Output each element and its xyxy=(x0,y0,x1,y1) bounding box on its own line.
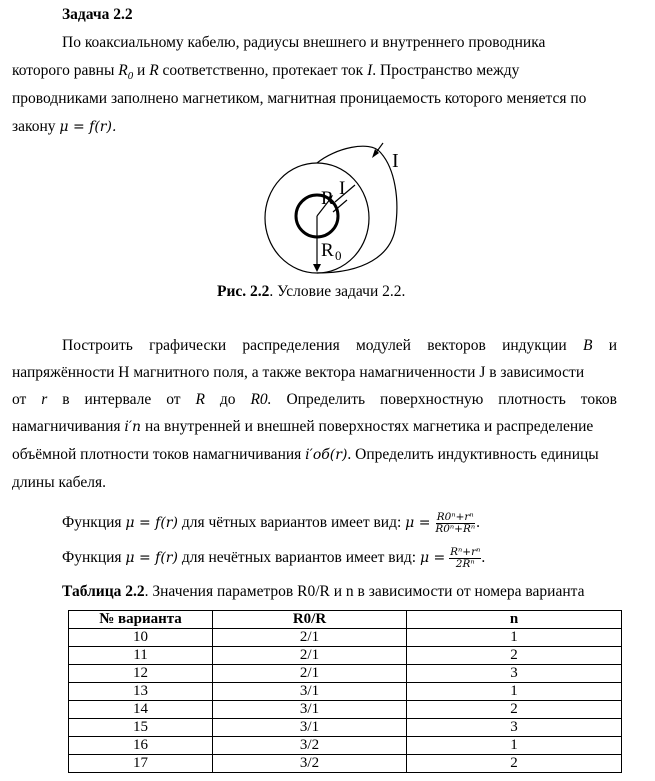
table-row xyxy=(69,647,622,665)
table-caption-text: . Значения параметров R0/R и n в зависимости от номера варианта xyxy=(144,583,585,600)
word: Определить xyxy=(286,391,366,408)
table-row xyxy=(69,683,622,701)
symbol-r-small: r xyxy=(41,391,48,408)
mu-function: μ = f(r) xyxy=(125,515,178,532)
text: объёмной плотности токов намагничивания xyxy=(12,446,302,463)
table-row xyxy=(69,755,622,773)
label-r: R xyxy=(321,188,334,209)
intro-text: соответственно, протекает ток xyxy=(162,62,364,79)
word: в xyxy=(62,391,70,408)
body-line-6: длины кабеля. xyxy=(12,474,106,491)
cell-r0-r: 2/1 xyxy=(213,647,407,665)
symbol-b: B xyxy=(582,337,593,354)
table-caption xyxy=(62,583,584,601)
cell-variant: 15 xyxy=(69,719,213,737)
word: поверхностную xyxy=(379,391,484,408)
cell-r0-r: 2/1 xyxy=(213,629,407,647)
mu-equals: μ = xyxy=(419,550,446,567)
cell-r0-r: 3/2 xyxy=(213,737,407,755)
cell-n: 3 xyxy=(407,719,622,737)
cell-variant: 12 xyxy=(69,665,213,683)
text: для нечётных вариантов имеет вид: xyxy=(181,549,417,567)
cell-n: 3 xyxy=(407,665,622,683)
cell-r0-r: 3/1 xyxy=(213,683,407,701)
cell-n: 2 xyxy=(407,647,622,665)
table-caption-label: Таблица 2.2 xyxy=(62,583,145,600)
body-line-4 xyxy=(12,418,593,436)
task-title: Задача 2.2 xyxy=(62,6,133,23)
figure-caption-text: . Условие задачи 2.2. xyxy=(269,283,406,300)
figure-caption xyxy=(217,283,405,301)
radius-r0-arrowhead xyxy=(313,264,321,272)
label-r0-subscript: 0 xyxy=(335,248,342,263)
word: до xyxy=(219,391,236,408)
even-function-line: Функция μ = f(r) для чётных вариантов имеет вид: μ = $\frac{\text{R0ⁿ+rⁿ}}{\text{R0ⁿ+Rⁿ}}$ . xyxy=(62,511,480,535)
cell-n: 1 xyxy=(407,629,622,647)
numerator: Rⁿ+rⁿ xyxy=(450,546,481,558)
cell-variant: 14 xyxy=(69,701,213,719)
cell-r0-r: 3/1 xyxy=(213,719,407,737)
table-row xyxy=(69,665,622,683)
intro-text: и xyxy=(137,62,146,79)
text: Функция xyxy=(62,549,122,567)
symbol-r: R xyxy=(195,391,205,408)
label-r0: R xyxy=(321,240,334,261)
header-n: n xyxy=(407,611,622,629)
symbol-r0: $R_0$ xyxy=(118,62,134,83)
cell-variant: 13 xyxy=(69,683,213,701)
symbol-i: I xyxy=(367,62,373,79)
intro-text: которого равны xyxy=(12,62,115,79)
word: от xyxy=(166,391,181,408)
text: на внутренней и внешней поверхностях магнетика и распределение xyxy=(144,418,594,435)
word: векторов xyxy=(427,337,486,354)
word: индукции xyxy=(502,337,567,354)
word: распределения xyxy=(242,337,340,354)
table-row xyxy=(69,629,622,647)
cell-variant: 17 xyxy=(69,755,213,773)
body-line-2: напряжённости H магнитного поля, а также вектора намагниченности J в зависимости xyxy=(12,364,585,381)
mu-equals: μ = xyxy=(405,515,431,532)
word: графически xyxy=(149,337,227,354)
figure-caption-label: Рис. 2.2 xyxy=(217,283,270,300)
word: от xyxy=(12,391,27,408)
word: плотность xyxy=(498,391,566,408)
word: Построить xyxy=(62,337,133,354)
cell-n: 2 xyxy=(407,755,622,773)
cell-r0-r: 3/2 xyxy=(213,755,407,773)
table-row xyxy=(69,701,622,719)
cell-r0-r: 2/1 xyxy=(213,665,407,683)
body-line-1 xyxy=(62,337,617,355)
label-i-outer: I xyxy=(392,150,399,172)
numerator: R0ⁿ+rⁿ xyxy=(436,511,474,523)
intro-text: закону xyxy=(12,118,56,135)
intro-text: . Пространство между xyxy=(372,62,520,79)
denominator: R0ⁿ+Rⁿ xyxy=(435,523,476,535)
word: и xyxy=(608,337,617,354)
intro-line-1: По коаксиальному кабелю, радиусы внешнего и внутреннего проводника xyxy=(62,34,546,51)
text: . Определить индуктивность единицы xyxy=(347,446,599,463)
cell-r0-r: 3/1 xyxy=(213,701,407,719)
coaxial-cable-figure xyxy=(255,140,425,275)
cell-variant: 10 xyxy=(69,629,213,647)
table-row xyxy=(69,737,622,755)
cell-n: 2 xyxy=(407,701,622,719)
header-variant: № варианта xyxy=(69,611,213,629)
cell-n: 1 xyxy=(407,683,622,701)
body-line-3 xyxy=(12,391,617,409)
symbol-i-volume: i′об(r) xyxy=(305,447,348,463)
parameters-table xyxy=(68,610,622,773)
text: для чётных вариантов имеет вид: xyxy=(181,514,402,532)
symbol-r0: R0. xyxy=(250,391,272,408)
odd-function-line: Функция μ = f(r) для нечётных вариантов имеет вид: μ = $\frac{\text{Rⁿ+rⁿ}}{\text{2Rⁿ}}$ . xyxy=(62,546,486,570)
word: интервале xyxy=(84,391,152,408)
intro-line-2 xyxy=(12,62,520,83)
cell-variant: 16 xyxy=(69,737,213,755)
symbol-i-surface: i′п xyxy=(124,419,142,435)
word: модулей xyxy=(356,337,411,354)
mu-law: μ = f(r). xyxy=(59,119,117,135)
word: токов xyxy=(580,391,617,408)
even-formula-fraction xyxy=(434,512,476,535)
body-line-5 xyxy=(12,446,599,464)
mu-function: μ = f(r) xyxy=(125,550,178,567)
denominator: 2Rⁿ xyxy=(455,558,475,570)
table-header-row xyxy=(69,611,622,629)
table-row xyxy=(69,719,622,737)
text: Функция xyxy=(62,514,122,532)
header-r0-r: R0/R xyxy=(213,611,407,629)
text: намагничивания xyxy=(12,418,121,435)
intro-line-4 xyxy=(12,118,116,136)
cell-variant: 11 xyxy=(69,647,213,665)
label-i-inner: I xyxy=(339,178,346,199)
odd-formula-fraction xyxy=(449,547,481,570)
cell-n: 1 xyxy=(407,737,622,755)
intro-line-3: проводниками заполнено магнетиком, магнитная проницаемость которого меняется по xyxy=(12,90,587,107)
symbol-r: R xyxy=(149,62,159,79)
